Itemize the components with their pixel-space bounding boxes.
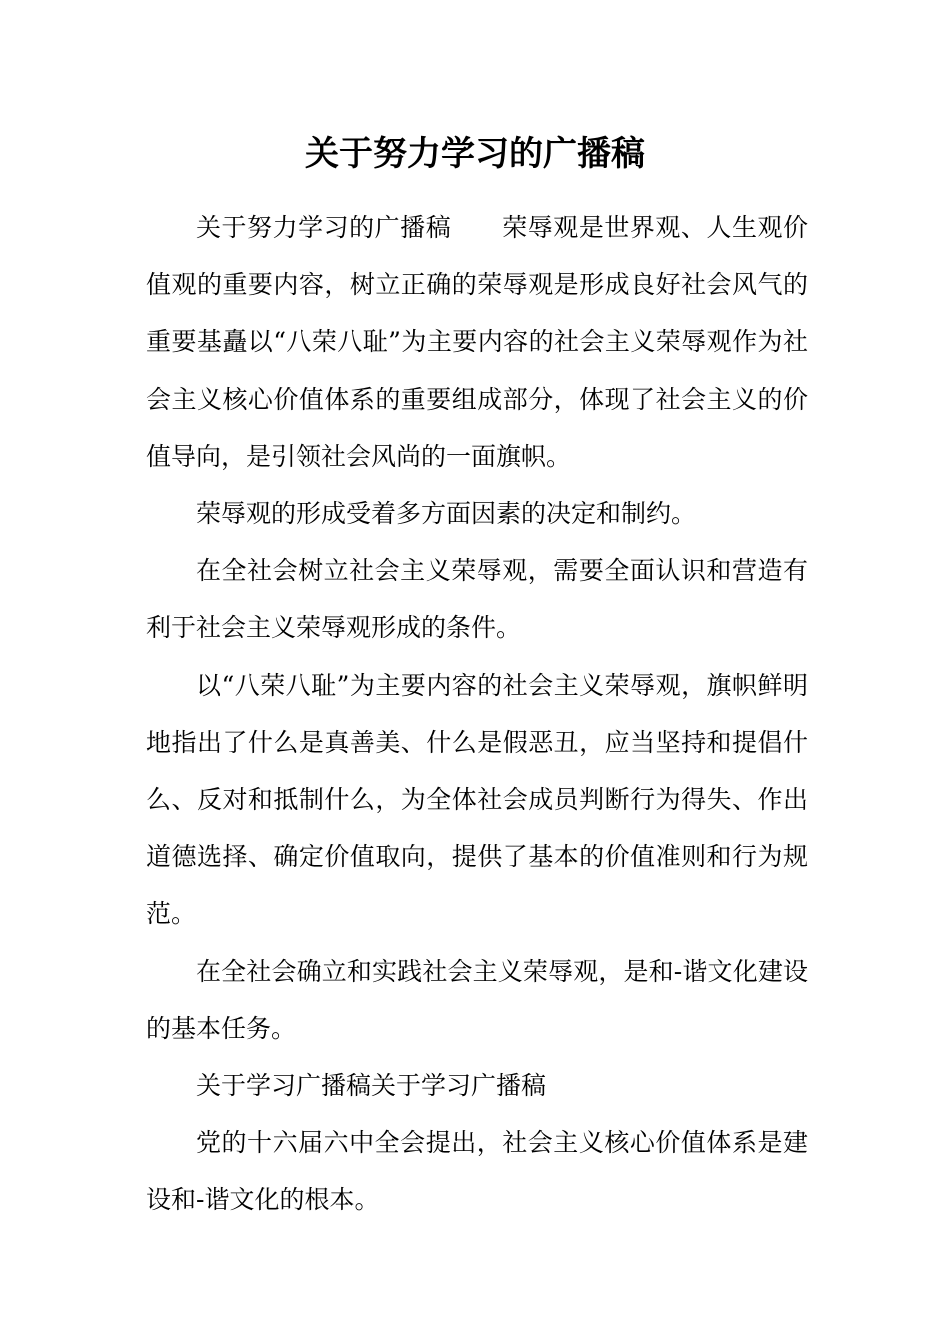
paragraph: 荣辱观的形成受着多方面因素的决定和制约。: [196, 499, 697, 529]
paragraph: 党的十六届六中全会提出，社会主义核心价值体系是建设和-谐文化的根本。: [146, 1128, 808, 1215]
paragraph: 关于努力学习的广播稿 荣辱观是世界观、人生观价值观的重要内容，树立正确的荣辱观是形成良好社会风气的重要基矗以“八荣八耻”为主要内容的社会主义荣辱观作为社会主义核心价值体系的重要组成部分，体现了社会主义的价值导向，是引领社会风尚的一面旗帜。: [146, 213, 808, 471]
document-body: [146, 199, 808, 1229]
document-title: 关于努力学习的广播稿: [305, 134, 645, 174]
paragraph: 在全社会树立社会主义荣辱观，需要全面认识和营造有利于社会主义荣辱观形成的条件。: [146, 556, 808, 643]
paragraph: 以“八荣八耻”为主要内容的社会主义荣辱观，旗帜鲜明地指出了什么是真善美、什么是假恶丑，应当坚持和提倡什么、反对和抵制什么，为全体社会成员判断行为得失、作出道德选择、确定价值取向，提供了基本的价值准则和行为规范。: [146, 670, 808, 929]
paragraph: 关于学习广播稿关于学习广播稿: [196, 1071, 547, 1101]
paragraph: 在全社会确立和实践社会主义荣辱观，是和-谐文化建设的基本任务。: [146, 956, 808, 1043]
